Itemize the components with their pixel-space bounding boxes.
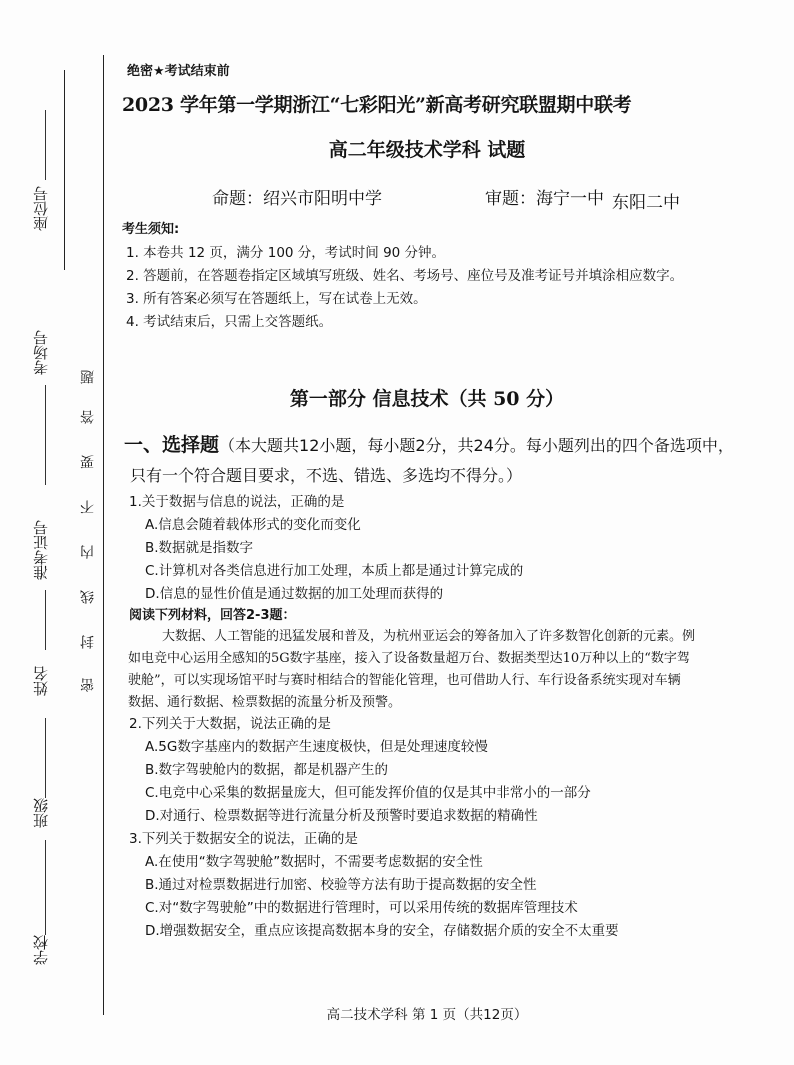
seal-char: 封 [80,635,96,649]
binding-line [103,55,104,1015]
section-intro [124,430,734,457]
seat-no-label: 座位号 [32,186,50,231]
name-blank[interactable] [45,718,46,798]
reviewers: 审题：海宁一中 [485,189,604,209]
seal-char: 内 [80,545,96,559]
q3-option-b: B.通过对检票数据进行加密、校验等方法有助于提高数据的安全性 [145,877,537,893]
q2-option-c: C.电竞中心采集的数据量庞大，但可能发挥价值的仅是其中非常小的一部分 [145,785,591,801]
secret-mark: 绝密★考试结束前 [127,64,230,79]
q2-option-a: A.5G数字基座内的数据产生速度极快，但是处理速度较慢 [145,739,488,755]
notice-heading: 考生须知: [122,222,180,237]
q1-option-a: A.信息会随着载体形式的变化而变化 [145,517,361,533]
section-desc-cont: 只有一个符合题目要求，不选、错选、多选均不得分。） [130,466,523,485]
exam-title: 2023 学年第一学期浙江“七彩阳光”新高考研究联盟期中联考 [122,94,632,116]
seal-char: 题 [80,370,96,384]
notice-item: 1. 本卷共 12 页，满分 100 分，考试时间 90 分钟。 [126,245,446,261]
class-label: 班级 [32,798,50,828]
q1-option-d: D.信息的显性价值是通过数据的加工处理而获得的 [145,586,444,602]
margin-rule [64,70,65,270]
notice-item: 3. 所有答案必须写在答题纸上，写在试卷上无效。 [126,291,427,307]
reading-line: 大数据、人工智能的迅猛发展和普及，为杭州亚运会的筹备加入了许多数智化创新的元素。例 [162,629,696,644]
class-blank[interactable] [45,840,46,935]
q3-stem: 3.下列关于数据安全的说法，正确的是 [129,831,358,847]
exam-subtitle: 高二年级技术学科 试题 [328,139,526,161]
q2-stem: 2.下列关于大数据，说法正确的是 [129,716,331,732]
notice-item: 2. 答题前，在答题卷指定区域填写班级、姓名、考场号、座位号及准考证号并填涂相应数字。 [126,268,684,284]
exam-room-label: 考场号 [32,330,50,375]
name-label: 姓名 [32,666,50,696]
admission-no-blank[interactable] [45,590,46,650]
q2-option-d: D.对通行、检票数据等进行流量分析及预警时要追求数据的精确性 [145,808,538,824]
seal-char: 要 [80,455,96,469]
q2-option-b: B.数字驾驶舱内的数据，都是机器产生的 [145,762,389,778]
q3-option-d: D.增强数据安全，重点应该提高数据本身的安全，存储数据介质的安全不太重要 [145,923,619,939]
q3-option-c: C.对“数字驾驶舱”中的数据进行管理时，可以采用传统的数据库管理技术 [145,900,578,916]
reading-passage [128,626,780,714]
q1-option-c: C.计算机对各类信息进行加工处理，本质上都是通过计算完成的 [145,563,524,579]
seal-char: 密 [80,678,96,692]
seal-char: 线 [80,590,96,604]
section-desc: （本大题共12小题，每小题2分，共24分。每小题列出的四个备选项中， [219,436,734,455]
page-footer: 高二技术学科 第 1 页（共12页） [326,1007,528,1023]
q3-option-a: A.在使用“数字驾驶舱”数据时，不需要考虑数据的安全性 [145,854,483,870]
notice-item: 4. 考试结束后，只需上交答题纸。 [126,314,333,330]
part-title: 第一部分 信息技术（共 50 分） [289,388,565,410]
admission-no-label: 准考证号 [32,520,50,580]
seal-char: 不 [80,500,96,514]
reviewer-2: 东阳二中 [612,193,680,213]
reading-line: 如电竞中心运用全感知的5G数字基座，接入了设备数量超万台、数据类型达10万种以上的“数字驾 [128,651,690,666]
school-label: 学校 [32,935,50,965]
seal-char: 答 [80,410,96,424]
reading-heading: 阅读下列材料，回答2-3题： [129,608,296,623]
q1-option-b: B.数据就是指数字 [145,540,254,556]
section-label: 一、选择题 [124,434,220,456]
reading-line: 驶舱”，可以实现场馆平时与赛时相结合的智能化管理，也可借助人行、车行设备系统实现对车辆 [128,673,681,688]
reading-line: 数据、通行数据、检票数据的流量分析及预警。 [128,695,402,710]
q1-stem: 1.关于数据与信息的说法，正确的是 [129,494,345,510]
authors: 命题：绍兴市阳明中学 [212,189,382,209]
